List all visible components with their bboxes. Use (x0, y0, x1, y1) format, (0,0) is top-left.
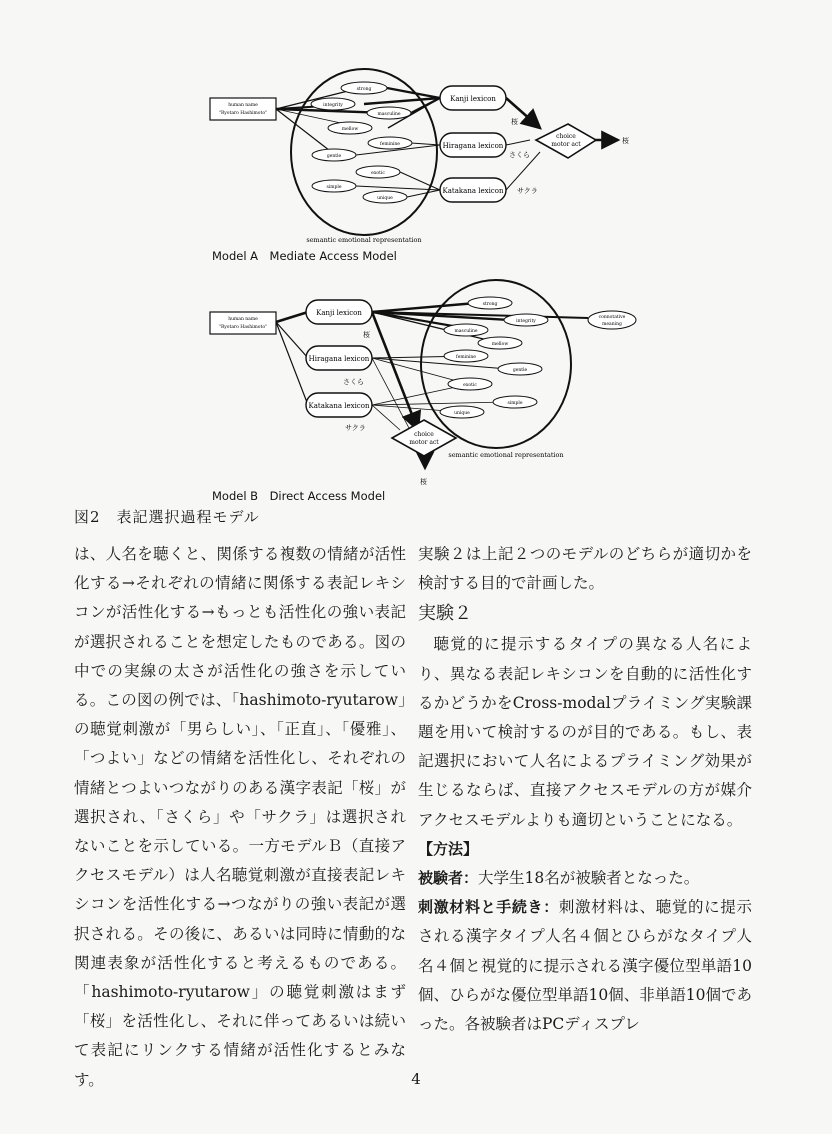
hiragana-lexicon-b: Hiragana lexicon (308, 355, 370, 363)
figure-2 (0, 0, 832, 500)
subjects-label: 被験者： (418, 869, 479, 888)
left-paragraph: は、人名を聴くと、関係する複数の情緒が活性化する→それぞれの情緒に関係する表記レキシコンが活性化する→もっとも活性化の強い表記が選択されることを想定したものである。図の中での実線の太さが活性化の強さを示している。この図の例では、「hashimoto-ryutarow」の聴覚刺激が「男らしい」、「正直」、「優雅」、「つよい」などの情緒を活性化し、それぞれの情緒とつよいつながりのある漢字表記「桜」が選択され、「さくら」や「サクラ」は選択されないことを示している。一方モデルＢ（直接アクセスモデル）は人名聴覚刺激が直接表記レキシコンを活性化する→つながりの強い表記が選択される。その後に、あるいは同時に情動的な関連表象が活性化すると考えるものである。「hashimoto-ryutarow」の聴覚刺激はまず「桜」を活性化し、それに伴ってあるいは続いて表記にリンクする情緒が活性化するとみなす。 (74, 545, 406, 1089)
input-label: human name (228, 103, 258, 108)
node-masculine: masculine (377, 112, 401, 117)
model-a-diagram (210, 69, 629, 244)
motor-act-label-b: motor act (409, 439, 439, 446)
motor-act-label: motor act (551, 141, 581, 148)
node-b-feminine: feminine (456, 355, 476, 360)
node-unique: unique (377, 196, 393, 201)
materials-label: 刺激材料と手続き： (418, 898, 559, 917)
node-b-masculine: masculine (454, 329, 478, 334)
script-hiragana: さくら (509, 151, 530, 159)
node-b-strong: strong (482, 302, 498, 307)
input-name: "Ryotaro Hashimoto" (218, 111, 268, 116)
node-b-gentle: gentle (512, 368, 528, 373)
node-simple: simple (326, 185, 342, 190)
model-a-label: Model A Mediate Access Model (212, 249, 397, 263)
page-number: 4 (411, 1070, 421, 1088)
kanji-lexicon-b: Kanji lexicon (316, 309, 362, 317)
node-gentle: gentle (326, 154, 342, 159)
katakana-lexicon-b: Katakana lexicon (308, 402, 370, 410)
node-integrity: integrity (323, 103, 343, 108)
script-kanji-b: 桜 (363, 331, 370, 339)
connotative-label: connotative (598, 315, 626, 320)
katakana-lexicon: Katakana lexicon (442, 187, 504, 195)
input-label-b: human name (228, 317, 258, 322)
method-heading: 【方法】 (418, 839, 479, 858)
node-b-exotic: exotic (463, 383, 477, 388)
choice-label-b: choice (414, 431, 434, 438)
node-exotic: exotic (371, 171, 385, 176)
figure-caption: 図2 表記選択過程モデル (74, 508, 260, 526)
materials-paragraph (418, 893, 752, 1039)
input-box (210, 98, 276, 120)
hiragana-lexicon: Hiragana lexicon (442, 142, 504, 150)
node-b-simple: simple (507, 401, 523, 406)
materials-text: 刺激材料は、聴覚的に提示される漢字タイプ人名４個とひらがなタイプ人名４個と視覚的に提示される漢字優位型単語10個、ひらがな優位型単語10個、非単語10個であった。各被験者はPCディスプレ (418, 898, 752, 1034)
right-column (418, 540, 752, 1039)
node-mellow: mellow (341, 127, 359, 132)
output-kanji-b: 桜 (420, 478, 427, 486)
left-column (74, 540, 406, 1095)
input-name-b: "Ryotaro Hashimoto" (218, 325, 268, 330)
section-title: 実験２ (418, 603, 472, 625)
semantic-label-b: semantic emotional representation (448, 451, 564, 459)
node-b-mellow: mellow (491, 342, 509, 347)
node-feminine: feminine (380, 142, 400, 147)
subjects-paragraph (418, 864, 752, 893)
node-b-unique: unique (454, 411, 470, 416)
semantic-label: semantic emotional representation (306, 236, 422, 244)
node-b-integrity: integrity (516, 319, 536, 324)
meaning-label: meaning (602, 322, 622, 327)
choice-label: choice (556, 133, 576, 140)
script-hiragana-b: さくら (343, 378, 364, 386)
script-katakana: サクラ (517, 187, 538, 195)
section-body: 聴覚的に提示するタイプの異なる人名により、異なる表記レキシコンを自動的に活性化するかどうかをCross-modalプライミング実験課題を用いて検討するのが目的である。もし、表記選択において人名によるプライミング効果が生じるならば、直接アクセスモデルの方が媒介アクセスモデルよりも適切ということになる。 (418, 635, 752, 829)
output-kanji: 桜 (622, 137, 629, 145)
subjects-text: 大学生18名が被験者となった。 (478, 869, 700, 888)
right-intro: 実験２は上記２つのモデルのどちらが適切かを検討する目的で計画した。 (418, 545, 752, 593)
model-b-label: Model B Direct Access Model (212, 489, 386, 503)
kanji-lexicon: Kanji lexicon (450, 95, 496, 103)
script-kanji: 桜 (511, 118, 518, 126)
script-katakana-b: サクラ (345, 424, 366, 432)
model-b-diagram (210, 280, 636, 486)
node-strong: strong (356, 87, 372, 92)
